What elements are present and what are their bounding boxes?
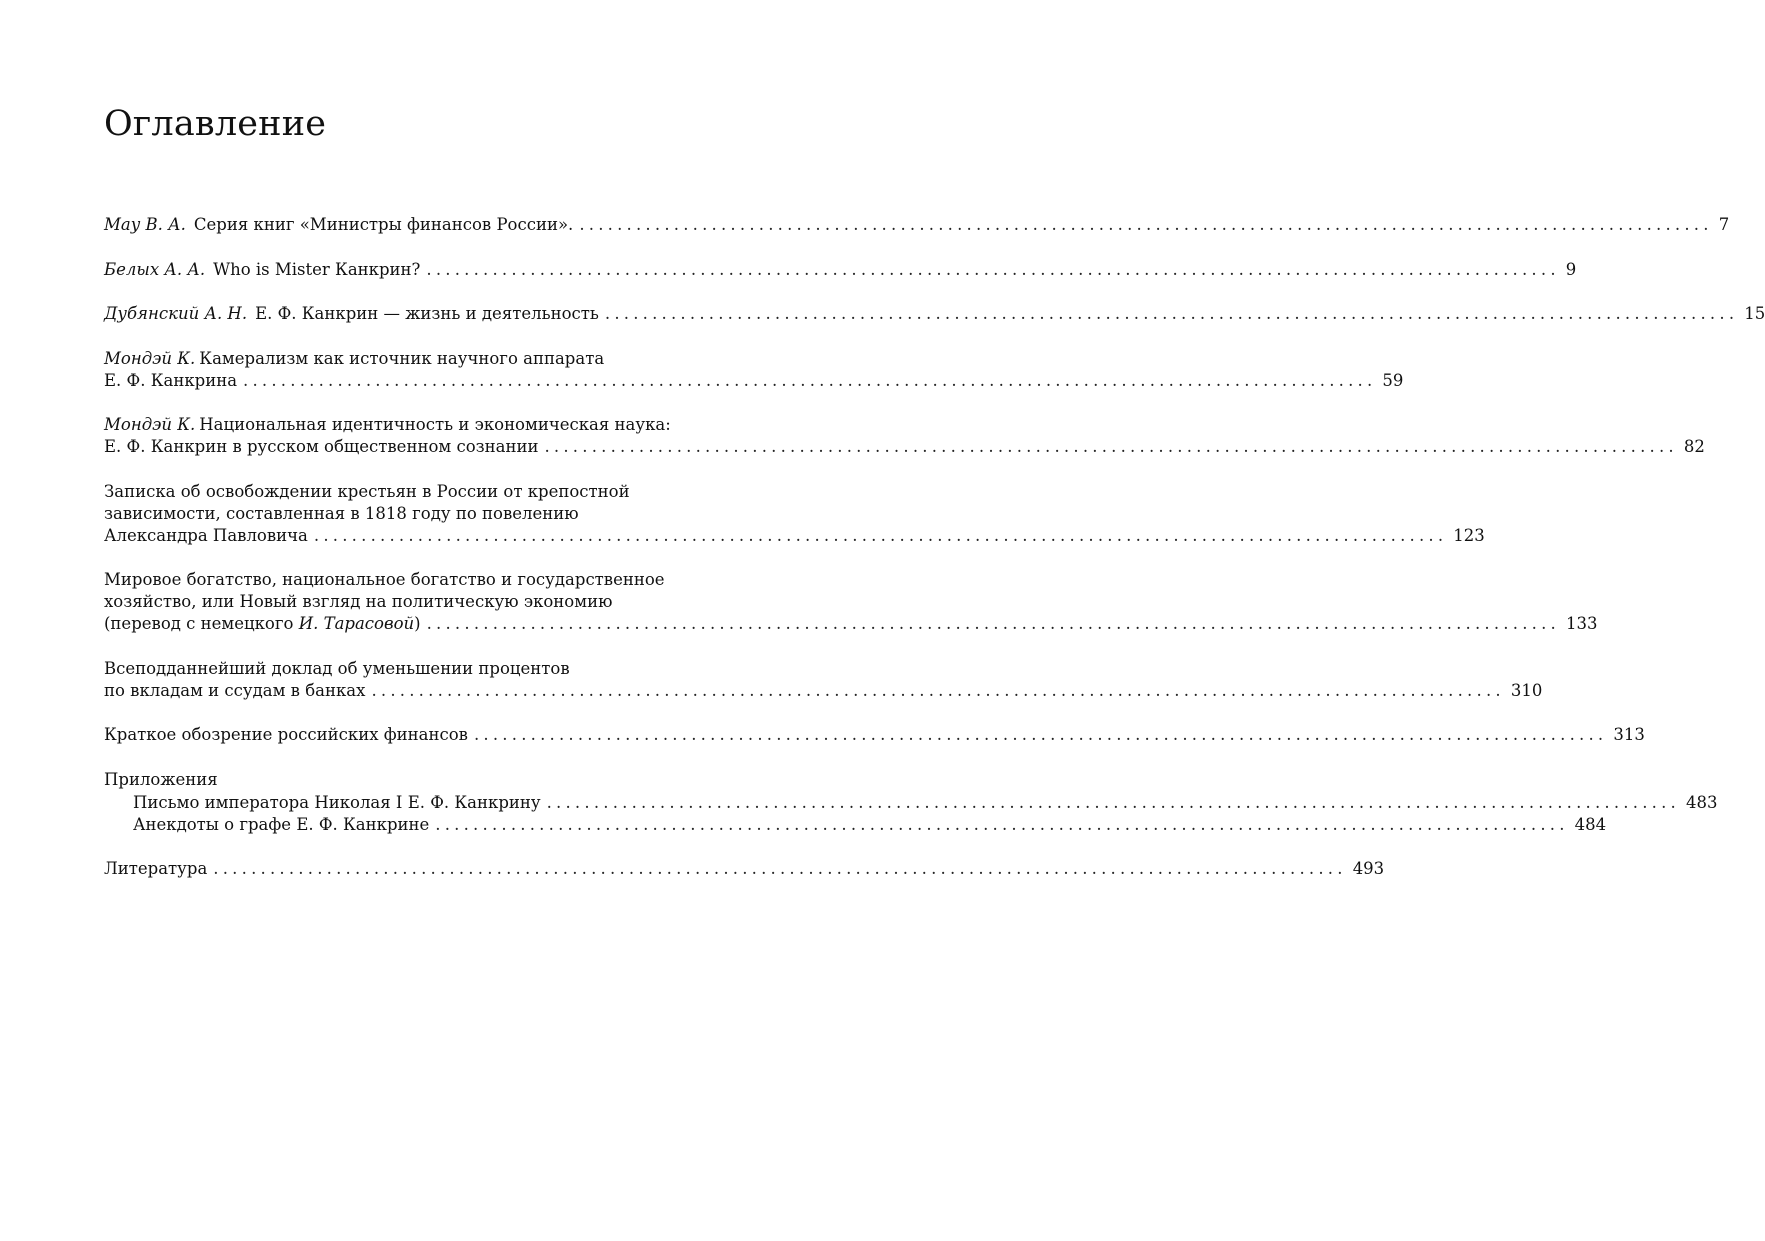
entry-title-line2: по вкладам и ссудам в банках [104,680,366,700]
entry-title-line1: Национальная идентичность и экономическая наука: [199,415,671,434]
dot-leader: ........................................................................................................................ [604,304,1739,323]
dot-leader: ........................................................................................................................ [426,259,1560,279]
toc-entry-anecdotes[interactable] [104,814,1607,836]
entry-title-line2: Е. Ф. Канкрин в русском общественном сознании [104,437,539,456]
page-number: 9 [1565,259,1577,279]
page-number: 82 [1683,437,1705,456]
entry-title: Серия книг «Министры финансов России». [193,215,574,234]
toc-entry-world-wealth[interactable] [104,569,1598,635]
entry-title: Письмо императора Николая I Е. Ф. Канкрину [133,792,541,812]
toc-entry-finance-review[interactable] [104,724,1645,746]
page-number: 59 [1382,370,1404,390]
entry-title-line3: (перевод с немецкого [104,614,294,633]
toc-entry-monday-cameralism[interactable] [104,348,1404,392]
toc-entry-monday-identity[interactable] [104,414,1705,458]
toc-entry-report[interactable] [104,658,1543,702]
entry-title-line1: Камерализм как источник научного аппарата [199,348,605,368]
entry-title-line1: Всеподданнейший доклад об уменьшении процентов [104,658,570,678]
closing-paren: ) [414,614,421,633]
page-number: 483 [1685,792,1718,812]
entry-author: Мау В. А. [104,215,186,234]
dot-leader: ........................................................................................................................ [435,814,1569,834]
table-of-contents [104,214,1765,902]
toc-entry-belykh[interactable] [104,259,1577,281]
dot-leader: ........................................................................................................................ [544,437,1678,456]
entry-title-line3: Александра Павловича [104,525,308,545]
toc-entry-mau[interactable] [104,214,1730,236]
entry-title-line2: Е. Ф. Канкрина [104,370,238,390]
page-number: 123 [1453,525,1485,545]
page-number: 15 [1744,304,1765,323]
page-number: 493 [1352,858,1385,878]
dot-leader: ........................................................................................................................ [213,858,1347,878]
entry-author: Дубянский А. Н. [104,304,248,323]
page-number: 310 [1510,680,1543,700]
entry-author: Белых А. А. [104,259,206,279]
dot-leader: ........................................................................................................................ [371,680,1505,700]
toc-entry-serf-note[interactable] [104,481,1485,547]
entry-title: Who is Mister Канкрин? [213,259,421,279]
entry-author: Мондэй К. [104,348,196,368]
translator-name: И. Тарасовой [298,614,415,633]
entry-title-line1: Мировое богатство, национальное богатство и государственное [104,570,665,589]
toc-entry-literature[interactable] [104,858,1385,880]
dot-leader: ........................................................................................................................ [426,614,1560,633]
entry-title: Анекдоты о графе Е. Ф. Канкрине [133,814,430,834]
page-number: 133 [1565,614,1598,633]
dot-leader: ........................................................................................................................ [579,215,1713,234]
page-number: 313 [1613,725,1645,744]
entry-title-line2: зависимости, составленная в 1818 году по повелению [104,503,579,523]
entry-title: Е. Ф. Канкрин — жизнь и деятельность [255,304,599,323]
page-number: 7 [1718,215,1730,234]
entry-title-line1: Записка об освобождении крестьян в России от крепостной [104,481,630,501]
toc-entry-nicholas-letter[interactable] [104,792,1718,814]
dot-leader: ........................................................................................................................ [473,725,1608,744]
dot-leader: ........................................................................................................................ [243,370,1377,390]
toc-appendix-group [104,769,1718,836]
entry-title: Краткое обозрение российских финансов [104,725,468,744]
appendix-heading: Приложения [104,769,218,789]
page-title: Оглавление [104,104,327,144]
entry-title-line2: хозяйство, или Новый взгляд на политическую экономию [104,592,613,611]
toc-entry-dubyansky[interactable] [104,303,1765,325]
dot-leader: ........................................................................................................................ [313,525,1448,545]
dot-leader: ........................................................................................................................ [546,792,1680,812]
entry-author: Мондэй К. [104,415,196,434]
page-number: 484 [1574,814,1607,834]
entry-title: Литература [104,858,208,878]
